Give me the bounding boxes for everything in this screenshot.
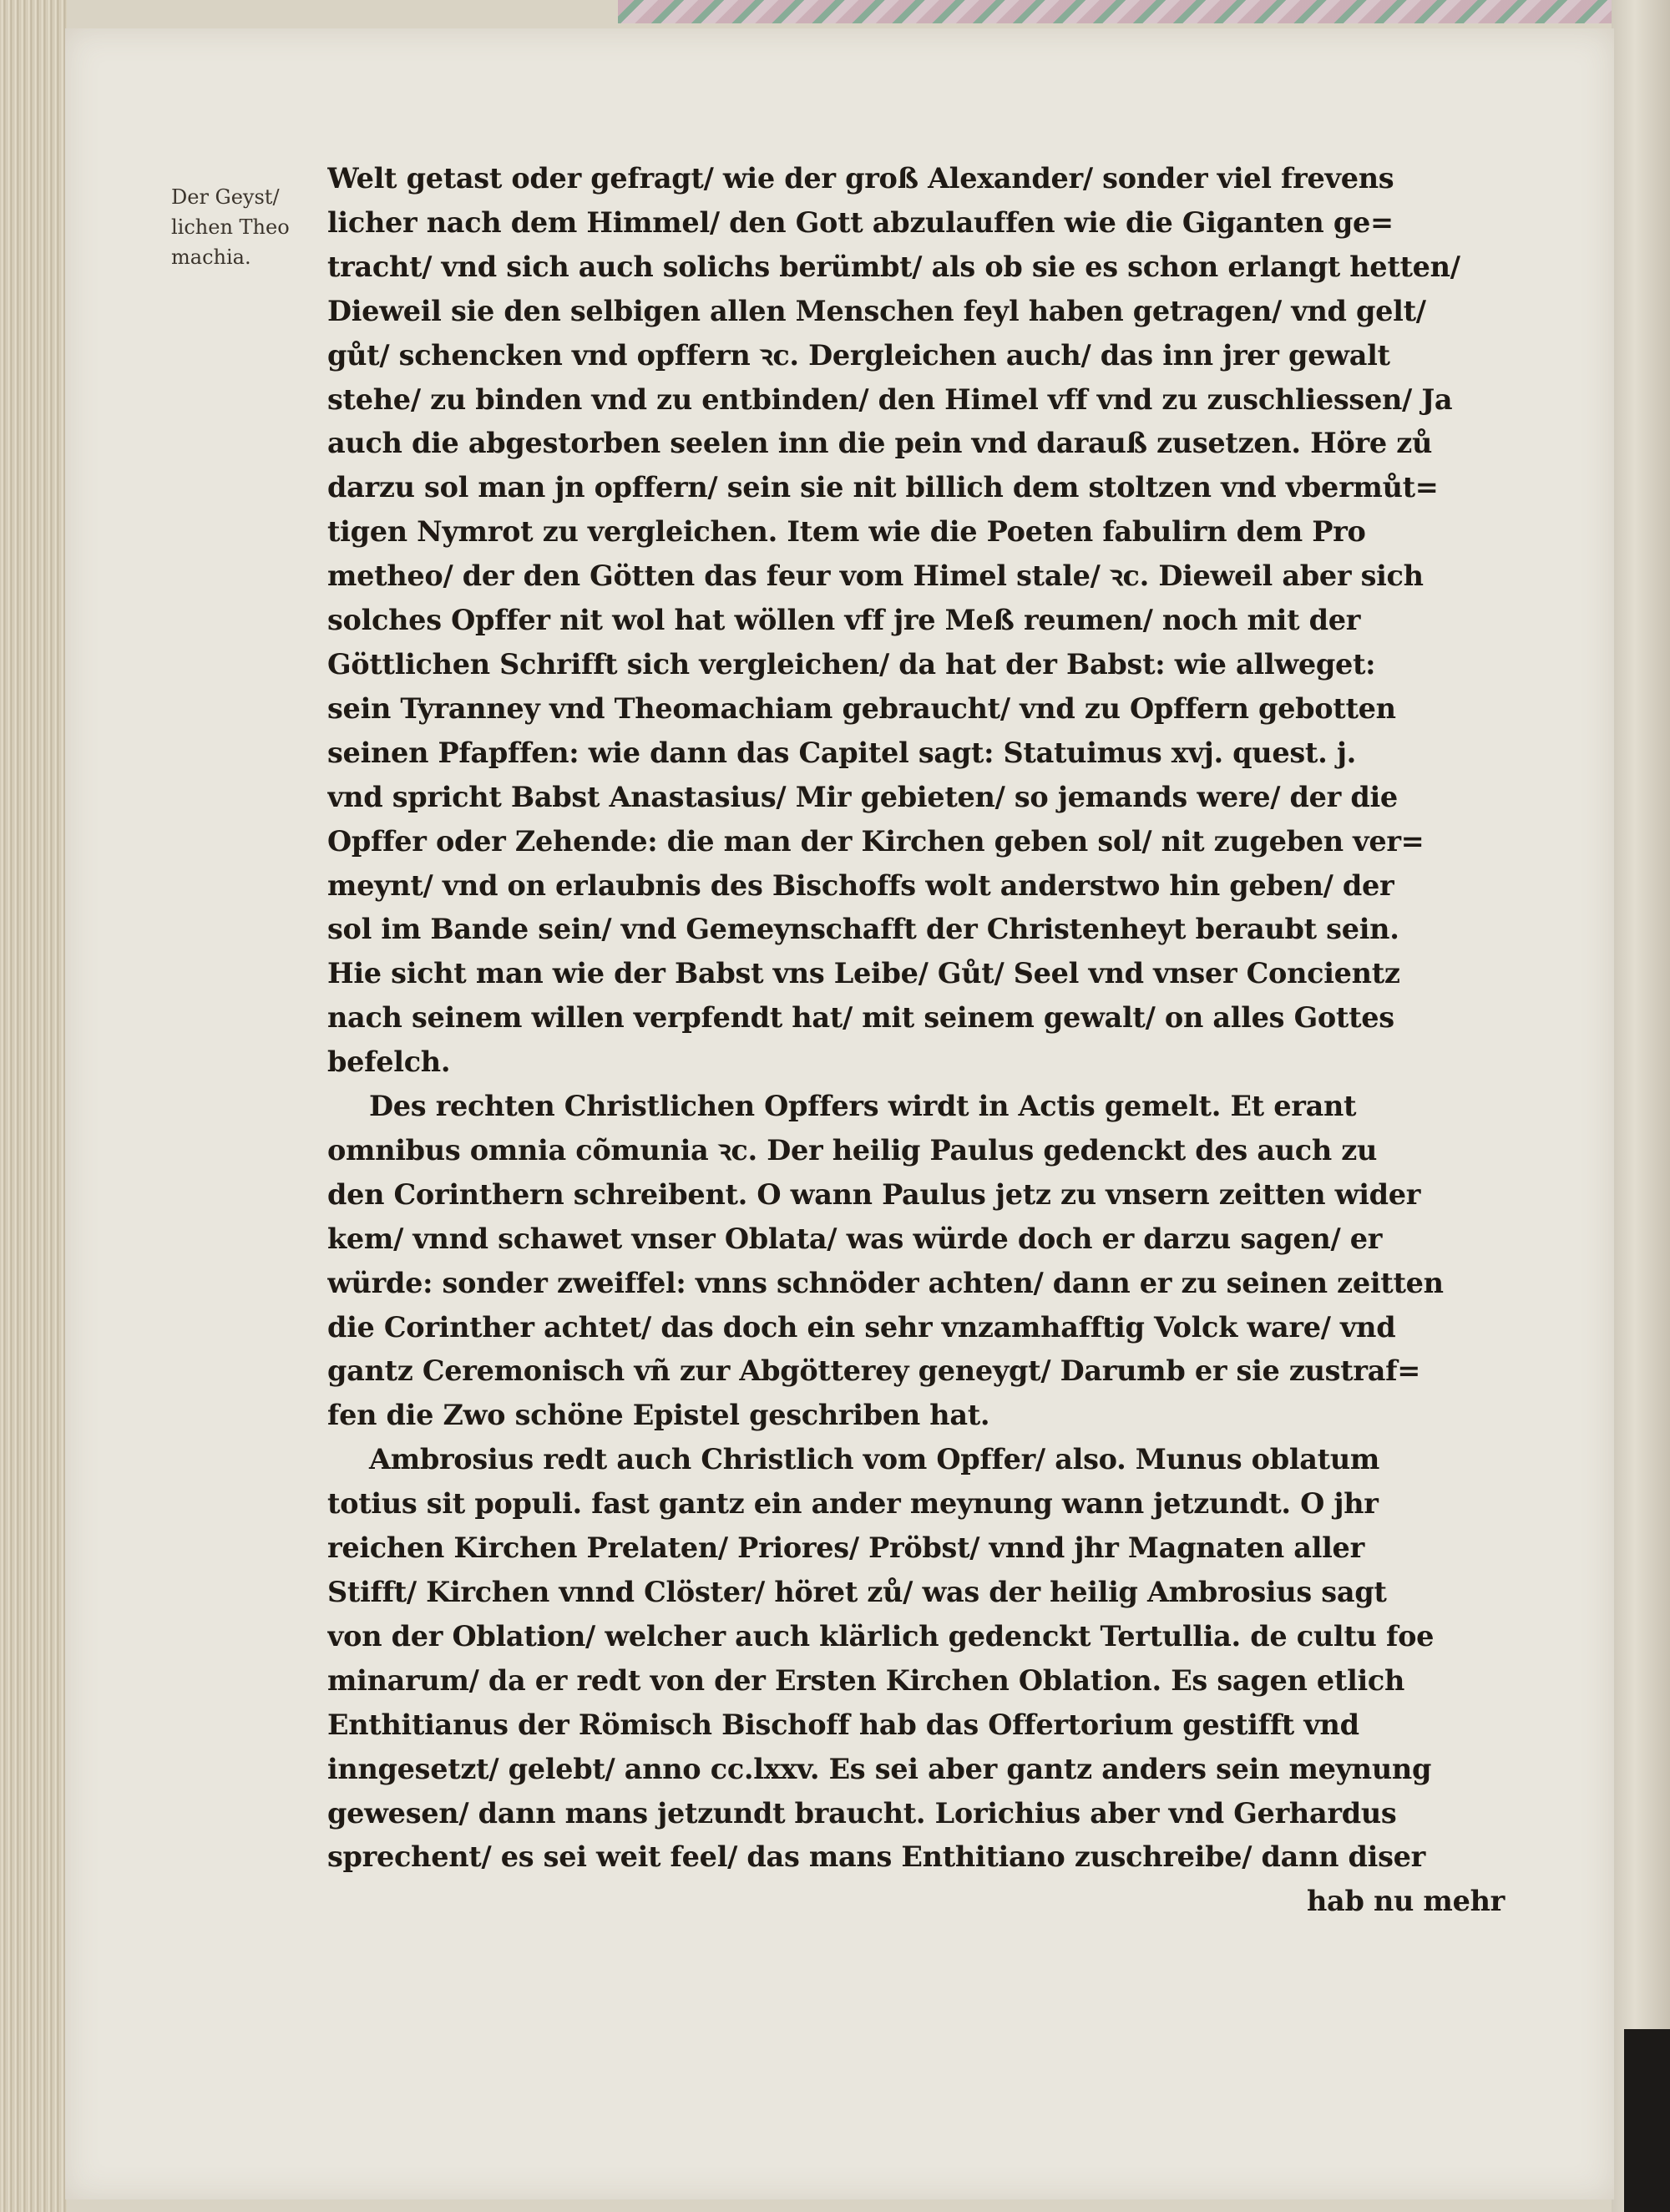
catchword: hab nu mehr	[1307, 1885, 1505, 1918]
text-line: gantz Ceremonisch vñ zur Abgötterey geneygt/ Darumb er sie zustraf=	[327, 1354, 1421, 1388]
text-line: fen die Zwo schöne Epistel geschriben hat.	[327, 1399, 990, 1432]
text-line: solches Opffer nit wol hat wöllen vff jre Meß reumen/ noch mit der	[327, 604, 1361, 637]
text-line: würde: sonder zweiffel: vnns schnöder achten/ dann er zu seinen zeitten	[327, 1266, 1444, 1299]
text-line: Enthitianus der Römisch Bischoff hab das Offertorium gestifft vnd	[327, 1708, 1359, 1741]
text-line: inngesetzt/ gelebt/ anno cc.lxxv. Es sei aber gantz anders sein meynung	[327, 1752, 1432, 1785]
text-line: reichen Kirchen Prelaten/ Priores/ Pröbst/ vnnd jhr Magnaten aller	[327, 1531, 1364, 1565]
text-line: tracht/ vnd sich auch solichs berümbt/ als ob sie es schon erlangt hetten/	[327, 250, 1460, 283]
text-line: darzu sol man jn opffern/ sein sie nit billich dem stoltzen vnd vbermůt=	[327, 471, 1439, 504]
text-line: die Corinther achtet/ das doch ein sehr vnzamhafftig Volck ware/ vnd	[327, 1310, 1396, 1344]
text-line: seinen Pfapffen: wie dann das Capitel sagt: Statuimus xvj. quest. j.	[327, 736, 1357, 769]
text-line: totius sit populi. fast gantz ein ander meynung wann jetzundt. O jhr	[327, 1487, 1379, 1521]
text-line: licher nach dem Himmel/ den Gott abzulauffen wie die Giganten ge=	[327, 205, 1394, 239]
text-line: nach seinem willen verpfendt hat/ mit seinem gewalt/ on alles Gottes	[327, 1001, 1394, 1035]
text-line: auch die abgestorben seelen inn die pein vnd darauß zusetzen. Höre zů	[327, 427, 1433, 460]
text-line: Opffer oder Zehende: die man der Kirchen geben sol/ nit zugeben ver=	[327, 824, 1425, 858]
text-line: Hie sicht man wie der Babst vns Leibe/ Gůt/ Seel vnd vnser Concientz	[327, 957, 1400, 990]
marginal-note-line: Der Geyst/	[171, 185, 280, 209]
cover-edge-pattern	[618, 0, 1670, 23]
marginal-note	[171, 182, 317, 272]
marginal-note-line: lichen Theo	[171, 215, 290, 239]
paragraph-start-line: Ambrosius redt auch Christlich vom Opffer/ also. Munus oblatum	[369, 1443, 1380, 1476]
text-line: meynt/ vnd on erlaubnis des Bischoffs wolt anderstwo hin geben/ der	[327, 868, 1394, 902]
text-line: gůt/ schencken vnd opffern ꝛc. Dergleichen auch/ das inn jrer gewalt	[327, 338, 1390, 372]
text-line: sol im Bande sein/ vnd Gemeynschafft der Christenheyt beraubt sein.	[327, 913, 1399, 946]
text-line: stehe/ zu binden vnd zu entbinden/ den Himel vff vnd zu zuschliessen/ Ja	[327, 382, 1453, 416]
paragraph-start-line: Des rechten Christlichen Opffers wirdt in Actis gemelt. Et erant	[369, 1090, 1357, 1123]
text-line: minarum/ da er redt von der Ersten Kirchen Oblation. Es sagen etlich	[327, 1663, 1405, 1697]
text-line: gewesen/ dann mans jetzundt braucht. Lorichius aber vnd Gerhardus	[327, 1796, 1397, 1830]
text-line: omnibus omnia cõmunia ꝛc. Der heilig Paulus gedenckt des auch zu	[327, 1133, 1378, 1167]
text-line: Stifft/ Kirchen vnnd Clöster/ höret zů/ was der heilig Ambrosius sagt	[327, 1576, 1387, 1608]
text-line: kem/ vnnd schawet vnser Oblata/ was würde doch er darzu sagen/ er	[327, 1222, 1383, 1255]
text-line: Dieweil sie den selbigen allen Menschen feyl haben getragen/ vnd gelt/	[327, 294, 1426, 327]
text-line: befelch.	[327, 1045, 451, 1079]
text-line: sprechent/ es sei weit feel/ das mans Enthitiano zuschreibe/ dann diser	[327, 1840, 1426, 1874]
scan-background-corner	[1624, 2029, 1670, 2212]
marginal-note-line: machia.	[171, 245, 251, 269]
text-line: vnd spricht Babst Anastasius/ Mir gebieten/ so jemands were/ der die	[327, 780, 1398, 813]
text-line: metheo/ der den Götten das feur vom Himel stale/ ꝛc. Dieweil aber sich	[327, 559, 1424, 593]
text-line: Göttlichen Schrifft sich vergleichen/ da hat der Babst: wie allweget:	[327, 647, 1376, 681]
text-line: sein Tyranney vnd Theomachiam gebraucht/ vnd zu Opffern gebotten	[327, 691, 1396, 725]
book-gutter	[1612, 0, 1670, 2212]
text-line: den Corinthern schreibent. O wann Paulus jetz zu vnsern zeitten wider	[327, 1177, 1421, 1211]
body-text	[327, 157, 1521, 1924]
page-edges	[0, 0, 67, 2212]
text-line: tigen Nymrot zu vergleichen. Item wie die Poeten fabulirn dem Pro	[327, 515, 1366, 549]
text-line: Welt getast oder gefragt/ wie der groß Alexander/ sonder viel frevens	[327, 162, 1394, 195]
text-line: von der Oblation/ welcher auch klärlich gedenckt Tertullia. de cultu foe	[327, 1619, 1435, 1653]
